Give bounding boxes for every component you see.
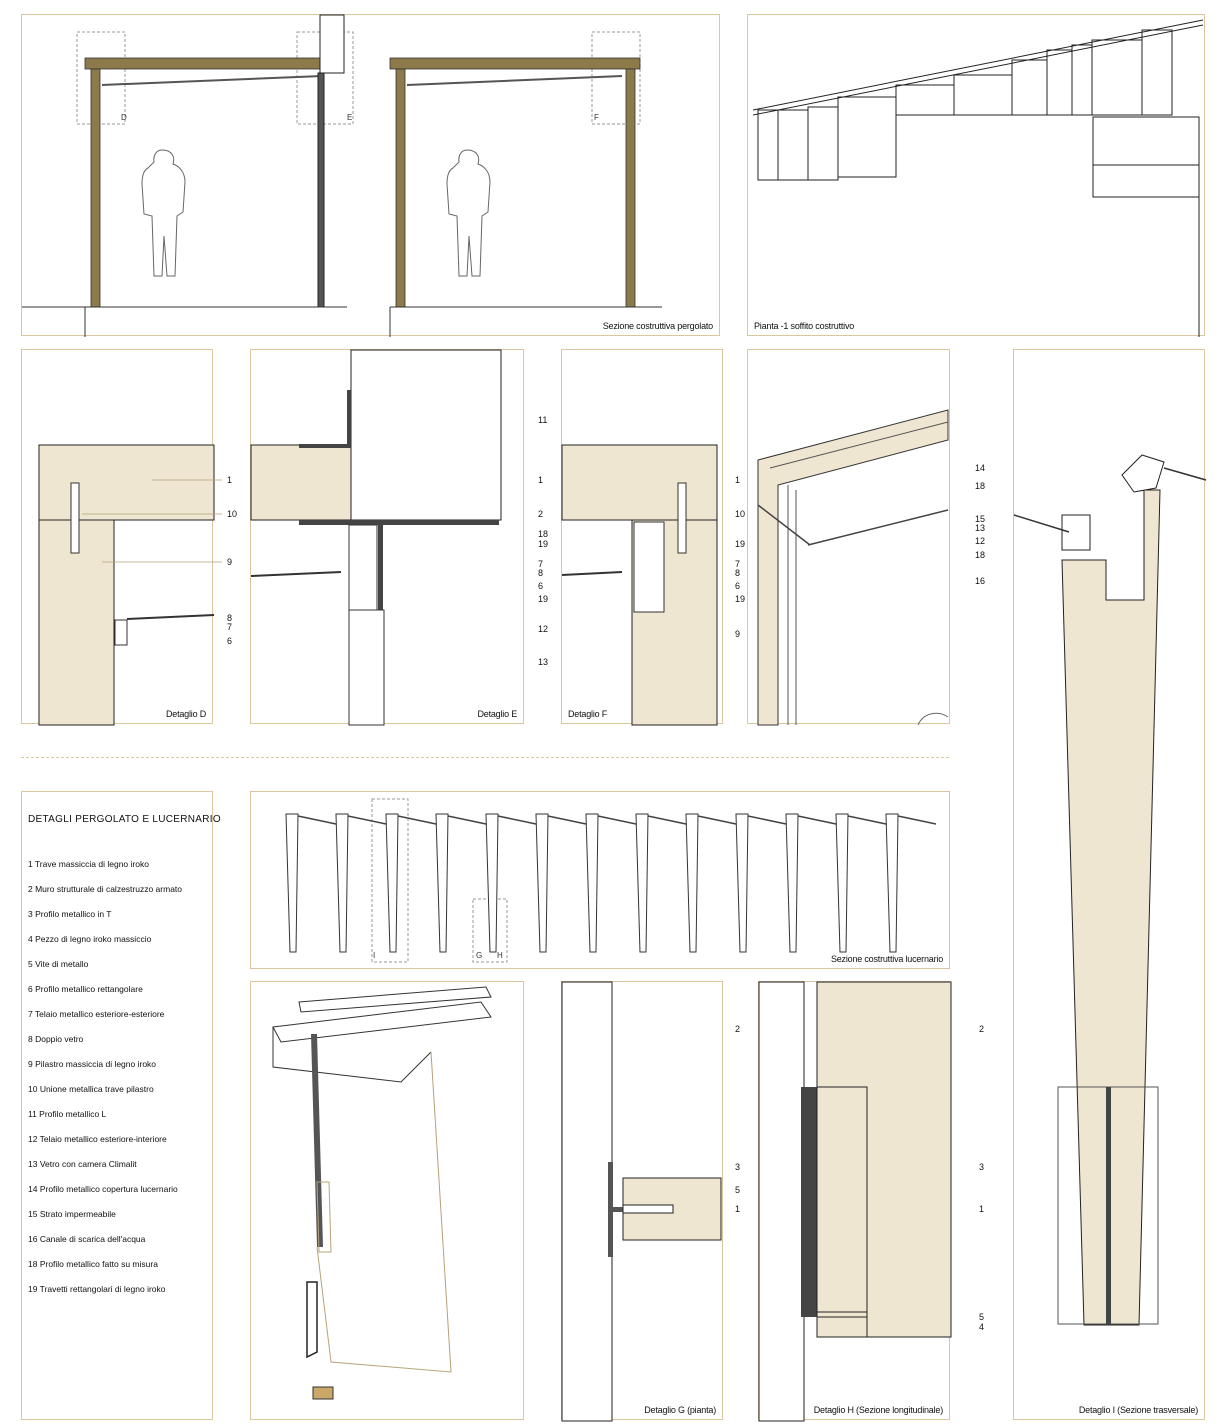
skylight-beam xyxy=(386,814,398,952)
detail-f-drawing xyxy=(562,350,724,725)
legend-item: 14 Profilo metallico copertura lucernario xyxy=(28,1184,178,1194)
skylight-glass xyxy=(448,816,486,824)
mark-d: D xyxy=(121,113,127,122)
callout-e-6: 6 xyxy=(538,581,544,591)
pillar-left-2 xyxy=(396,69,405,307)
callout-i-12: 12 xyxy=(975,536,986,546)
legend-item: 13 Vetro con camera Climalit xyxy=(28,1159,137,1169)
callout-g-1: 1 xyxy=(735,1204,741,1214)
skylight-glass xyxy=(698,816,736,824)
mark-h: H xyxy=(497,951,503,960)
callout-f-19b: 19 xyxy=(735,594,746,604)
callout-e-18: 18 xyxy=(538,529,549,539)
pergola-perspective-panel xyxy=(747,349,950,724)
callout-e-7: 7 xyxy=(538,559,544,569)
callout-e-2: 2 xyxy=(538,509,544,519)
legend-item: 9 Pilastro massiccia di legno iroko xyxy=(28,1059,157,1069)
detail-d-panel xyxy=(21,349,238,724)
callout-d-10: 10 xyxy=(227,509,238,519)
skylight-beam xyxy=(736,814,748,952)
skylight-beam xyxy=(436,814,448,952)
legend-item: 3 Profilo metallico in T xyxy=(28,909,112,919)
skylight-section-panel xyxy=(250,791,950,969)
axonometric-drawing xyxy=(251,982,525,1421)
callout-i-18b: 18 xyxy=(975,550,986,560)
callout-d-9: 9 xyxy=(227,557,233,567)
legend-item: 10 Unione metallica trave pilastro xyxy=(28,1084,154,1094)
skylight-beam xyxy=(836,814,848,952)
legend-item: 2 Muro strutturale di calzestruzzo armato xyxy=(28,884,183,894)
callout-i-18: 18 xyxy=(975,481,986,491)
callout-e-13: 13 xyxy=(538,657,549,667)
callout-d-8: 8 xyxy=(227,613,233,623)
callout-d-7: 7 xyxy=(227,622,233,632)
ceiling-plan-panel xyxy=(747,14,1205,336)
skylight-glass xyxy=(498,816,536,824)
caption-detail-d: Detaglio D xyxy=(165,709,206,719)
section-divider xyxy=(21,757,949,758)
legend-item: 8 Doppio vetro xyxy=(28,1034,84,1044)
legend-item: 1 Trave massiccia di legno iroko xyxy=(28,859,149,869)
skylight-glass xyxy=(898,816,936,824)
caption-detail-i: Detaglio I (Sezione trasversale) xyxy=(1078,1405,1198,1415)
skylight-beam xyxy=(536,814,548,952)
callout-f-1: 1 xyxy=(735,475,741,485)
axonometric-panel xyxy=(250,981,524,1420)
mark-i: I xyxy=(373,951,376,960)
beam-right xyxy=(390,58,640,69)
detail-box-d xyxy=(77,32,125,124)
skylight-glass xyxy=(798,816,836,824)
callout-f-8: 8 xyxy=(735,568,741,578)
legend-item: 18 Profilo metallico fatto su misura xyxy=(28,1259,158,1269)
legend-list xyxy=(28,852,182,1302)
callout-e-19b: 19 xyxy=(538,594,549,604)
skylight-glass xyxy=(398,816,436,824)
skylight-glass xyxy=(548,816,586,824)
legend-item: 12 Telaio metallico esteriore-interiore xyxy=(28,1134,167,1144)
skylight-beam xyxy=(486,814,498,952)
callout-e-1: 1 xyxy=(538,475,544,485)
callout-f-19: 19 xyxy=(735,539,746,549)
mark-e: E xyxy=(347,113,353,122)
skylight-glass xyxy=(648,816,686,824)
detail-h-panel xyxy=(758,981,985,1420)
caption-ceiling-plan: Pianta -1 soffito costruttivo xyxy=(754,321,855,331)
legend-item: 11 Profilo metallico L xyxy=(28,1109,107,1119)
callout-h-5: 5 xyxy=(979,1312,985,1322)
callout-h-3: 3 xyxy=(979,1162,985,1172)
callout-d-6: 6 xyxy=(227,636,233,646)
skylight-section-drawing xyxy=(251,792,951,970)
skylight-glass xyxy=(748,816,786,824)
legend-item: 16 Canale di scarica dell'acqua xyxy=(28,1234,146,1244)
skylight-glass xyxy=(348,816,386,824)
caption-detail-e: Detaglio E xyxy=(477,709,517,719)
legend-item: 15 Strato impermeabile xyxy=(28,1209,116,1219)
detail-f-panel xyxy=(561,349,746,724)
pillar-right-2 xyxy=(626,69,635,307)
skylight-beam xyxy=(886,814,898,952)
callout-g-2: 2 xyxy=(735,1024,741,1034)
pergola-section-drawing xyxy=(22,15,721,337)
legend-item: 19 Travetti rettangolari di legno iroko xyxy=(28,1284,166,1294)
callout-i-15: 15 xyxy=(975,514,986,524)
detail-e-drawing xyxy=(251,350,525,725)
callout-e-11: 11 xyxy=(538,415,548,425)
detail-h-drawing xyxy=(759,982,951,1421)
detail-e-panel xyxy=(250,349,549,724)
skylight-beam xyxy=(336,814,348,952)
skylight-glass xyxy=(848,816,886,824)
legend-item: 4 Pezzo di legno iroko massiccio xyxy=(28,934,152,944)
legend-item: 6 Profilo metallico rettangolare xyxy=(28,984,143,994)
skylight-glass xyxy=(298,816,336,824)
callout-d-1: 1 xyxy=(227,475,233,485)
mark-f: F xyxy=(594,113,599,122)
callout-e-19: 19 xyxy=(538,539,549,549)
ceiling-plan-drawing xyxy=(748,15,1206,337)
caption-detail-f: Detaglio F xyxy=(568,709,608,719)
callout-f-7: 7 xyxy=(735,559,741,569)
beam-left xyxy=(85,58,325,69)
callout-f-9: 9 xyxy=(735,629,741,639)
skylight-beam xyxy=(586,814,598,952)
callout-g-5: 5 xyxy=(735,1185,741,1195)
callout-f-6: 6 xyxy=(735,581,741,591)
caption-detail-h: Detaglio H (Sezione longitudinale) xyxy=(813,1405,943,1415)
caption-pergola-section: Sezione costruttiva pergolato xyxy=(602,321,713,331)
caption-skylight-section: Sezione costruttiva lucernario xyxy=(830,954,943,964)
callout-i-16: 16 xyxy=(975,576,986,586)
legend-panel xyxy=(21,791,221,1420)
callout-e-12: 12 xyxy=(538,624,549,634)
callout-h-1: 1 xyxy=(979,1204,985,1214)
detail-d-drawing xyxy=(22,350,214,725)
callout-h-4: 4 xyxy=(979,1322,985,1332)
skylight-beam xyxy=(786,814,798,952)
callout-e-8: 8 xyxy=(538,568,544,578)
callout-f-10: 10 xyxy=(735,509,746,519)
callout-i-14: 14 xyxy=(975,463,986,473)
caption-detail-g: Detaglio G (pianta) xyxy=(644,1405,716,1415)
callout-g-3: 3 xyxy=(735,1162,741,1172)
mark-g: G xyxy=(476,951,483,960)
skylight-beam xyxy=(686,814,698,952)
detail-g-drawing xyxy=(562,982,724,1421)
pergola-section-panel xyxy=(21,14,720,336)
skylight-beam xyxy=(636,814,648,952)
pillar-left xyxy=(91,69,100,307)
callout-h-2: 2 xyxy=(979,1024,985,1034)
legend-item: 5 Vite di metallo xyxy=(28,959,89,969)
detail-g-panel xyxy=(561,981,741,1420)
detail-i-drawing xyxy=(1014,350,1206,1421)
pergola-perspective-drawing xyxy=(748,350,951,725)
skylight-beam xyxy=(286,814,298,952)
legend-item: 7 Telaio metallico esteriore-esteriore xyxy=(28,1009,165,1019)
skylight-glass xyxy=(598,816,636,824)
legend-title: DETAGLI PERGOLATO E LUCERNARIO xyxy=(28,814,221,825)
detail-i-panel xyxy=(975,349,1205,1420)
callout-i-13: 13 xyxy=(975,523,986,533)
